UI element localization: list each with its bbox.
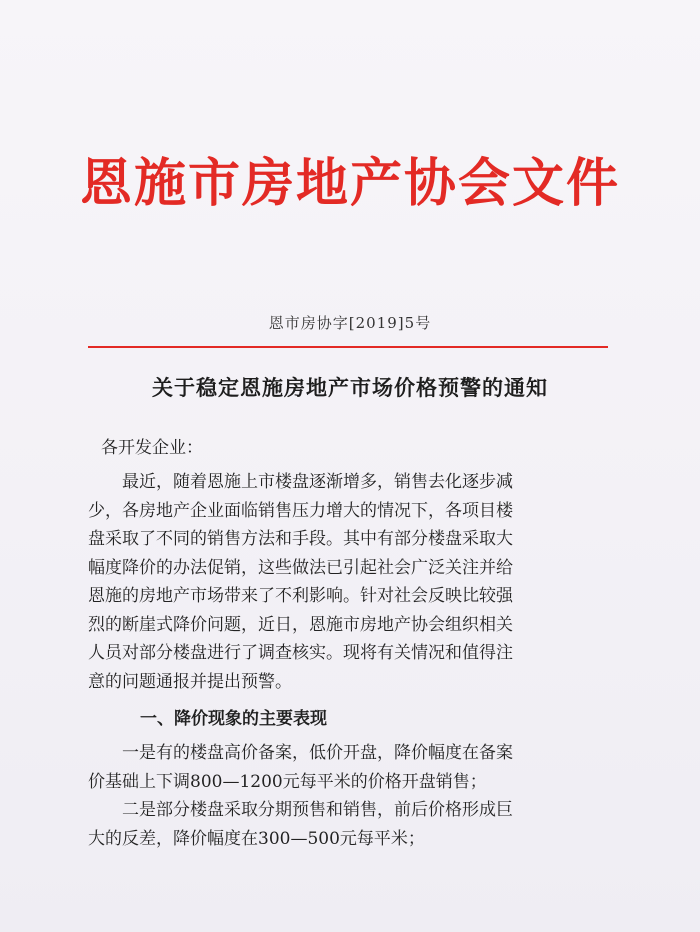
paragraph-line bbox=[88, 796, 608, 825]
intro-paragraph bbox=[88, 468, 608, 696]
paragraph-line bbox=[88, 468, 608, 497]
paragraph-line: 幅度降价的办法促销，这些做法已引起社会广泛关注并给 bbox=[88, 557, 513, 578]
paragraph-line: 人员对部分楼盘进行了调查核实。现将有关情况和值得注 bbox=[88, 643, 513, 663]
paragraph-line: 盘采取了不同的销售方法和手段。其中有部分楼盘采取大 bbox=[88, 529, 513, 549]
paragraph-line: 烈的断崖式降价问题，近日，恩施市房地产协会组织相关 bbox=[88, 614, 513, 635]
section-1-title: 一、降价现象的主要表现 bbox=[140, 709, 327, 729]
document-header-title: 恩施市房地产协会文件 bbox=[79, 153, 620, 214]
paragraph-line bbox=[88, 739, 608, 768]
section-1-paragraph bbox=[88, 739, 608, 853]
document-number: 恩市房协字[2019]5号 bbox=[268, 314, 432, 332]
paragraph-line: 大的反差，降价幅度在300—500元每平米； bbox=[88, 828, 425, 849]
paragraph-line: 价基础上下调800—1200元每平米的价格开盘销售； bbox=[88, 771, 487, 792]
red-divider-line bbox=[88, 346, 608, 348]
paragraph-line: 意的问题通报并提出预警。 bbox=[88, 671, 292, 692]
paragraph-line: 少，各房地产企业面临销售压力增大的情况下，各项目楼 bbox=[88, 500, 513, 521]
paragraph-line-text: 二是部分楼盘采取分期预售和销售，前后价格形成巨 bbox=[122, 800, 513, 820]
salutation: 各开发企业： bbox=[101, 438, 203, 458]
paragraph-line-text: 一是有的楼盘高价备案，低价开盘，降价幅度在备案 bbox=[122, 743, 513, 763]
paragraph-line-text: 最近，随着恩施上市楼盘逐渐增多，销售去化逐步减 bbox=[122, 472, 513, 492]
paragraph-line: 恩施的房地产市场带来了不利影响。针对社会反映比较强 bbox=[88, 586, 513, 606]
notice-title: 关于稳定恩施房地产市场价格预警的通知 bbox=[152, 375, 548, 400]
